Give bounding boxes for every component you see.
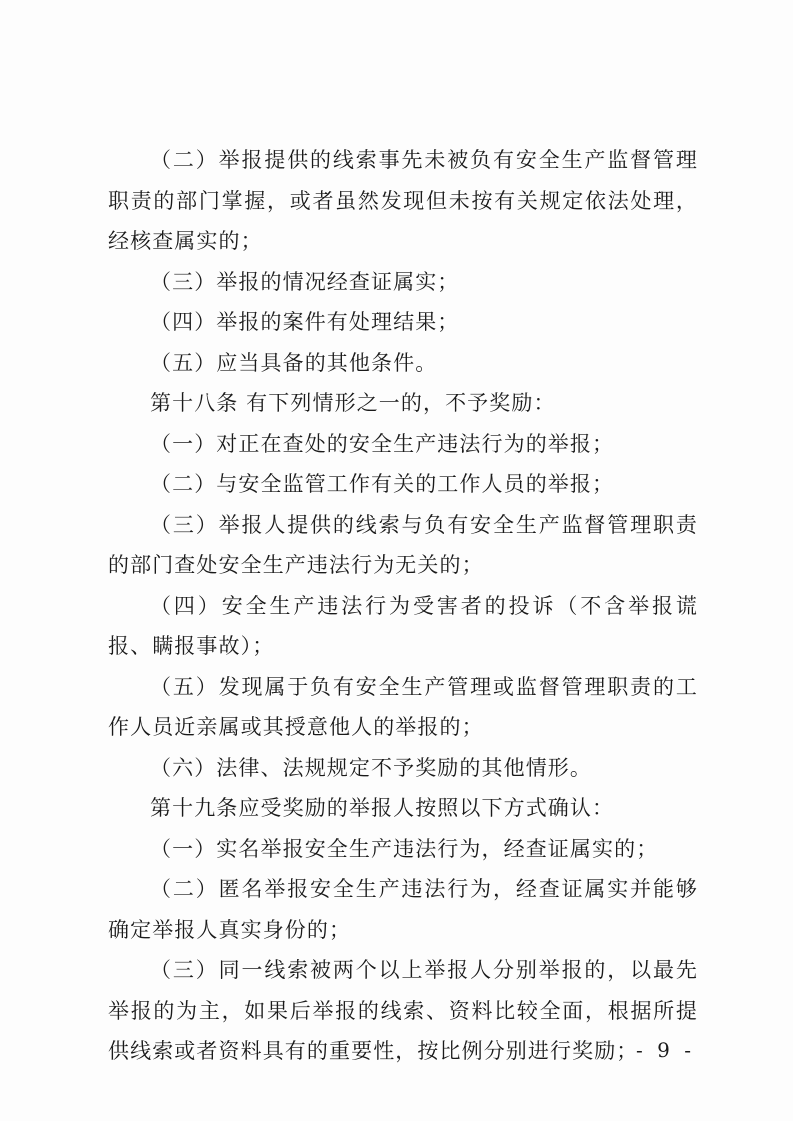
paragraph-1: （二）举报提供的线索事先未被负有安全生产监督管理职责的部门掌握，或者虽然发现但未按有关规定依法处理，经核查属实的； xyxy=(108,148,698,253)
paragraph-8: （三）举报人提供的线索与负有安全生产监督管理职责的部门查处安全生产违法行为无关的； xyxy=(108,512,698,577)
document-body xyxy=(108,140,698,1072)
paragraph-14: （二）匿名举报安全生产违法行为，经查证属实并能够确定举报人真实身份的； xyxy=(108,877,698,942)
article-18-heading: 第十八条 有下列情形之一的，不予奖励： xyxy=(150,391,556,415)
paragraph-6: （一）对正在查处的安全生产违法行为的举报； xyxy=(150,431,615,456)
paragraph-10: （五）发现属于负有安全生产管理或监督管理职责的工作人员近亲属或其授意他人的举报的； xyxy=(108,674,698,739)
paragraph-3: （四）举报的案件有处理结果； xyxy=(150,310,460,334)
paragraph-2: （三）举报的情况经查证属实； xyxy=(150,269,460,294)
paragraph-13: （一）实名举报安全生产违法行为，经查证属实的； xyxy=(150,836,659,861)
paragraph-4: （五）应当具备的其他条件。 xyxy=(150,350,438,375)
paragraph-9: （四）安全生产违法行为受害者的投诉（不含举报谎报、瞒报事故）； xyxy=(108,593,698,658)
article-19-heading: 第十九条应受奖励的举报人按照以下方式确认： xyxy=(150,796,615,820)
paragraph-7: （二）与安全监管工作有关的工作人员的举报； xyxy=(150,472,615,496)
paragraph-11: （六）法律、法规规定不予奖励的其他情形。 xyxy=(150,755,592,780)
paragraph-15: （三）同一线索被两个以上举报人分别举报的，以最先举报的为主，如果后举报的线索、资料比较全面，根据所提供线索或者资料具有的重要性，按比例分别进行奖励； xyxy=(108,958,698,1063)
page-number: - 9 - xyxy=(636,1038,695,1062)
